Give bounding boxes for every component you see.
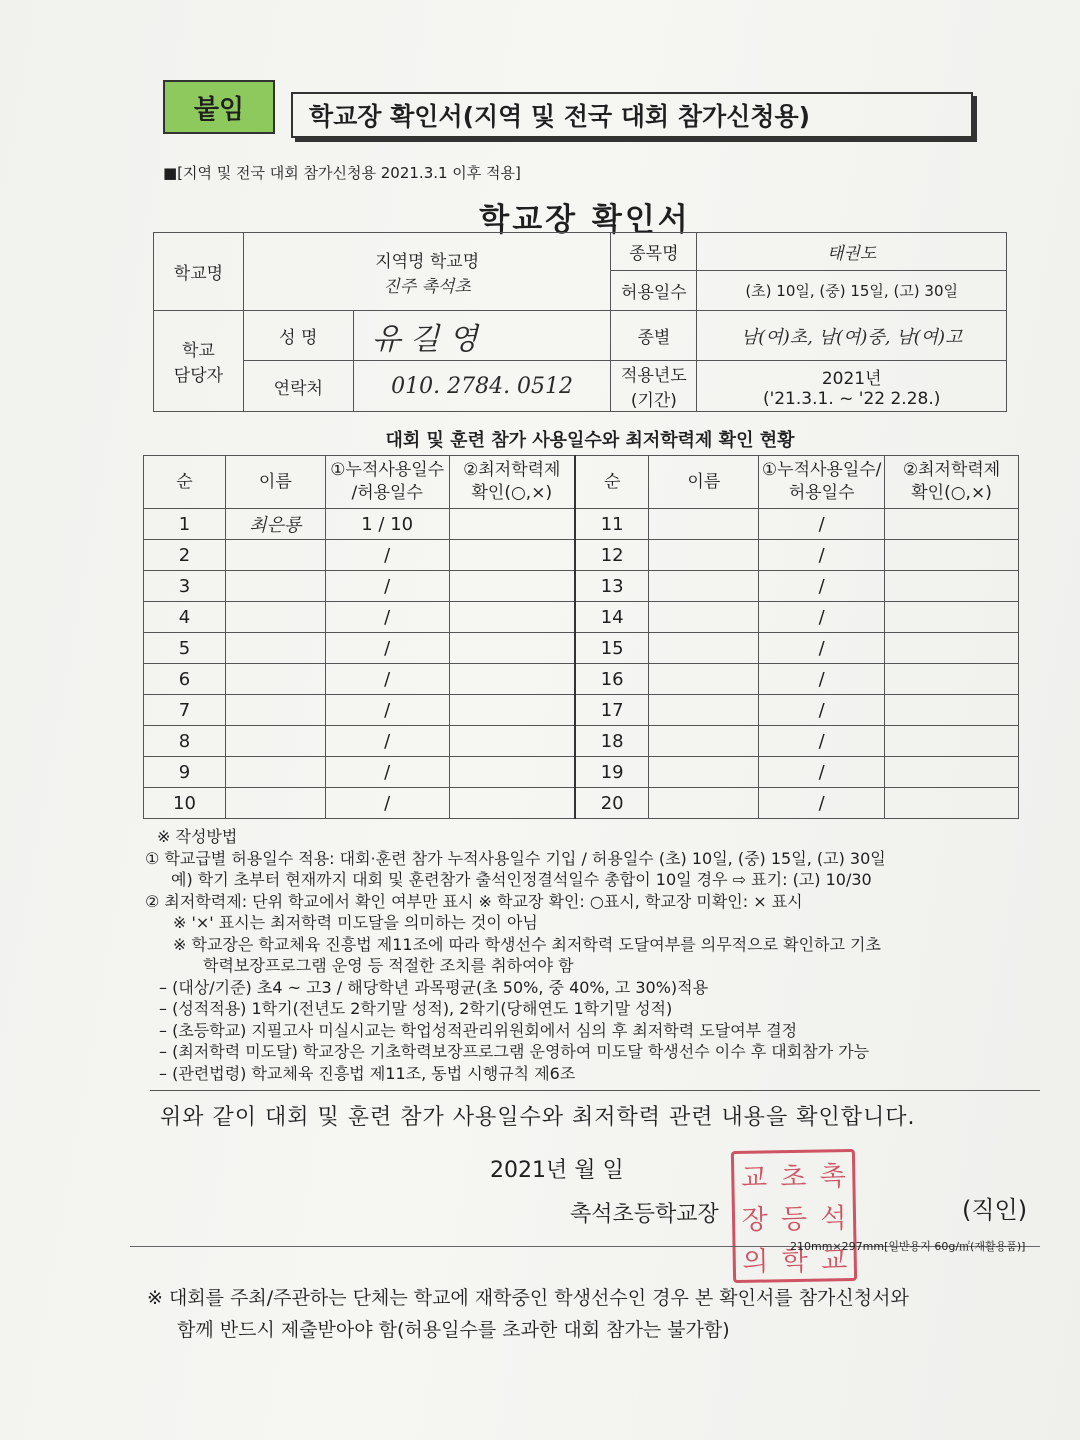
table-row bbox=[144, 695, 1019, 726]
row-no: 8 bbox=[144, 726, 226, 757]
row-name-2 bbox=[649, 726, 759, 757]
seal-char: 교 bbox=[740, 1161, 768, 1194]
note-line: 학력보장프로그램 운영 등 적절한 조치를 취하여야 함 bbox=[203, 956, 574, 975]
row-name bbox=[225, 540, 325, 571]
row-name bbox=[225, 633, 325, 664]
row-name-2 bbox=[649, 602, 759, 633]
row-days-2: / bbox=[759, 571, 885, 602]
row-name bbox=[225, 571, 325, 602]
row-name-2 bbox=[649, 757, 759, 788]
row-no-2: 15 bbox=[575, 633, 649, 664]
sport-value: 태권도 bbox=[697, 233, 1007, 271]
row-name-2 bbox=[649, 509, 759, 540]
header-no: 순 bbox=[144, 456, 226, 509]
table-row bbox=[144, 602, 1019, 633]
header-min-line1: ②최저학력제 bbox=[463, 460, 561, 480]
table-row bbox=[144, 571, 1019, 602]
header-min-achievement bbox=[449, 456, 575, 509]
row-days: 1 / 10 bbox=[325, 509, 449, 540]
row-days: / bbox=[325, 788, 449, 819]
row-name bbox=[225, 757, 325, 788]
row-no-2: 14 bbox=[575, 602, 649, 633]
row-name-2 bbox=[649, 695, 759, 726]
row-days-2: / bbox=[759, 633, 885, 664]
name-value: 유 길 영 bbox=[353, 311, 611, 361]
row-days: / bbox=[325, 695, 449, 726]
submission-note-line2: 함께 반드시 제출받아야 함(허용일수를 초과한 대회 참가는 불가함) bbox=[177, 1319, 730, 1341]
row-check-2 bbox=[885, 788, 1019, 819]
school-label: 학교명 bbox=[154, 233, 244, 311]
year-label bbox=[611, 361, 697, 412]
table-row bbox=[144, 509, 1019, 540]
row-no: 7 bbox=[144, 695, 226, 726]
note-line: – (초등학교) 지필고사 미실시교는 학업성적관리위원회에서 심의 후 최저학력 도달여부 결정 bbox=[159, 1020, 798, 1040]
row-check bbox=[449, 571, 575, 602]
header-min-line2: 확인(○,×) bbox=[471, 483, 553, 503]
allowed-days-label: 허용일수 bbox=[611, 271, 697, 311]
row-no: 2 bbox=[144, 540, 226, 571]
row-check bbox=[449, 509, 575, 540]
row-days-2: / bbox=[759, 540, 885, 571]
manager-label-line2: 담당자 bbox=[173, 366, 224, 386]
header-days2-line2: 허용일수 bbox=[788, 483, 855, 503]
header-no-2: 순 bbox=[575, 456, 649, 509]
header-days-2 bbox=[759, 456, 885, 509]
row-no-2: 19 bbox=[575, 757, 649, 788]
year-value-line2: ('21.3.1. ~ '22 2.28.) bbox=[762, 388, 941, 409]
form-title-box: 학교장 확인서(지역 및 전국 대회 참가신청용) bbox=[291, 92, 973, 138]
row-days-2: / bbox=[759, 726, 885, 757]
row-no-2: 17 bbox=[575, 695, 649, 726]
note-line: – (관련법령) 학교체육 진흥법 제11조, 동법 시행규칙 제6조 bbox=[159, 1063, 576, 1083]
contact-value: 010. 2784. 0512 bbox=[353, 361, 611, 412]
paper-spec: 210mm×297mm[일반용지 60g/㎡(재활용품)] bbox=[790, 1240, 1026, 1253]
row-days-2: / bbox=[759, 602, 885, 633]
row-no: 4 bbox=[144, 602, 226, 633]
name-label: 성 명 bbox=[243, 311, 353, 361]
row-check bbox=[449, 664, 575, 695]
table-row bbox=[144, 664, 1019, 695]
table-row bbox=[144, 788, 1019, 819]
row-no-2: 11 bbox=[575, 509, 649, 540]
official-seal-label: (직인) bbox=[962, 1196, 1028, 1224]
row-days-2: / bbox=[759, 664, 885, 695]
header-min2-line2: 확인(○,×) bbox=[911, 483, 992, 503]
header-name: 이름 bbox=[225, 456, 325, 509]
table-header-row bbox=[144, 456, 1019, 509]
row-name: 최은룡 bbox=[225, 509, 325, 540]
row-name-2 bbox=[649, 571, 759, 602]
row-check-2 bbox=[885, 695, 1019, 726]
row-days: / bbox=[325, 602, 449, 633]
note-line: – (대상/기준) 초4 ~ 고3 / 해당학년 과목평균(초 50%, 중 40%, 고 30%)적용 bbox=[159, 977, 709, 997]
row-name bbox=[225, 695, 325, 726]
header-days-line2: /허용일수 bbox=[351, 483, 423, 503]
header-min-achievement-2 bbox=[885, 456, 1019, 509]
seal-char: 석 bbox=[820, 1202, 847, 1235]
row-days-2: / bbox=[759, 788, 885, 819]
row-check-2 bbox=[885, 726, 1019, 757]
confirmation-statement: 위와 같이 대회 및 훈련 참가 사용일수와 최저학력 관련 내용을 확인합니다. bbox=[160, 1105, 916, 1130]
row-check-2 bbox=[885, 757, 1019, 788]
row-name-2 bbox=[649, 664, 759, 695]
row-name-2 bbox=[649, 788, 759, 819]
table-row bbox=[144, 726, 1019, 757]
sport-label: 종목명 bbox=[611, 233, 697, 271]
row-days: / bbox=[325, 726, 449, 757]
year-value-line1: 2021년 bbox=[821, 368, 882, 389]
seal-char: 등 bbox=[780, 1203, 808, 1235]
row-check bbox=[449, 633, 575, 664]
row-days: / bbox=[325, 633, 449, 664]
row-days: / bbox=[325, 664, 449, 695]
row-days: / bbox=[325, 757, 449, 788]
table-row bbox=[144, 633, 1019, 664]
note-line: ※ 작성방법 bbox=[157, 827, 238, 846]
allowed-days-value: (초) 10일, (중) 15일, (고) 30일 bbox=[697, 271, 1007, 311]
year-label-line1: 적용년도 bbox=[621, 366, 687, 386]
seal-char: 의 bbox=[742, 1245, 769, 1278]
writing-instructions bbox=[145, 826, 1045, 1084]
row-check bbox=[449, 695, 575, 726]
divider bbox=[150, 1090, 1040, 1091]
row-name-2 bbox=[649, 540, 759, 571]
row-no-2: 13 bbox=[575, 571, 649, 602]
row-no-2: 18 bbox=[575, 726, 649, 757]
school-info-table bbox=[153, 232, 1007, 412]
year-value bbox=[697, 361, 1007, 412]
row-check bbox=[449, 757, 575, 788]
row-no: 3 bbox=[144, 571, 226, 602]
table-row bbox=[144, 540, 1019, 571]
row-check bbox=[449, 602, 575, 633]
row-no-2: 12 bbox=[575, 540, 649, 571]
row-check bbox=[449, 726, 575, 757]
row-name bbox=[225, 788, 325, 819]
header-min2-line1: ②최저학력제 bbox=[902, 460, 1001, 480]
manager-label-line1: 학교 bbox=[182, 341, 215, 361]
row-name bbox=[225, 664, 325, 695]
region-school-label: 지역명 학교명 bbox=[375, 251, 480, 272]
seal-char: 촉 bbox=[819, 1160, 846, 1193]
participation-table bbox=[143, 455, 1019, 819]
row-check bbox=[449, 540, 575, 571]
submission-note-line1: ※ 대회를 주최/주관하는 단체는 학교에 재학중인 학생선수인 경우 본 확인서를 참가신청서와 bbox=[147, 1287, 909, 1309]
header-days2-line1: ①누적사용일수/ bbox=[761, 460, 882, 480]
row-days-2: / bbox=[759, 509, 885, 540]
school-value: 진주 촉석초 bbox=[383, 276, 471, 297]
note-line: ※ 학교장은 학교체육 진흥법 제11조에 따라 학생선수 최저학력 도달여부를 의무적으로 확인하고 기초 bbox=[173, 934, 881, 954]
row-check-2 bbox=[885, 664, 1019, 695]
submission-note bbox=[147, 1282, 1027, 1346]
row-no: 6 bbox=[144, 664, 226, 695]
row-no: 10 bbox=[144, 788, 226, 819]
attachment-tag: 붙임 bbox=[163, 80, 275, 134]
note-line: – (성적적용) 1학기(전년도 2학기말 성적), 2학기(당해연도 1학기말 성적) bbox=[159, 999, 673, 1018]
row-check-2 bbox=[885, 571, 1019, 602]
table-row bbox=[144, 757, 1019, 788]
row-days: / bbox=[325, 540, 449, 571]
manager-label bbox=[154, 311, 244, 412]
row-no: 5 bbox=[144, 633, 226, 664]
note-line: ※ '×' 표시는 최저학력 미도달을 의미하는 것이 아님 bbox=[173, 913, 538, 932]
row-name bbox=[225, 602, 325, 633]
row-check-2 bbox=[885, 540, 1019, 571]
header-days bbox=[325, 456, 449, 509]
row-days-2: / bbox=[759, 757, 885, 788]
row-check bbox=[449, 788, 575, 819]
gender-label: 종별 bbox=[611, 311, 697, 361]
principal-signer: 촉석초등학교장 bbox=[570, 1202, 719, 1227]
seal-char: 교 bbox=[820, 1244, 848, 1277]
row-name-2 bbox=[649, 633, 759, 664]
row-no-2: 16 bbox=[575, 664, 649, 695]
note-line: ① 학교급별 허용일수 적용: 대회·훈련 참가 누적사용일수 기입 / 허용일수 (초) 10일, (중) 15일, (고) 30일 bbox=[145, 848, 886, 868]
note-line: 예) 학기 초부터 현재까지 대회 및 훈련참가 출석인정결석일수 총합이 10일 경우 ⇨ 표기: (고) 10/30 bbox=[171, 870, 872, 889]
header-name-2: 이름 bbox=[649, 456, 759, 509]
document-title: 학교장 확인서 bbox=[479, 202, 691, 238]
official-seal-stamp bbox=[731, 1149, 857, 1283]
row-no-2: 20 bbox=[575, 788, 649, 819]
note-line: ② 최저학력제: 단위 학교에서 확인 여부만 표시 ※ 학교장 확인: ○표시, 학교장 미확인: × 표시 bbox=[145, 891, 803, 911]
seal-char: 학 bbox=[781, 1245, 809, 1277]
row-days-2: / bbox=[759, 695, 885, 726]
header-days-line1: ①누적사용일수 bbox=[330, 460, 445, 480]
year-label-line2: (기간) bbox=[630, 391, 677, 411]
school-cell bbox=[243, 233, 611, 311]
participation-status-title: 대회 및 훈련 참가 사용일수와 최저학력제 확인 현황 bbox=[385, 430, 795, 451]
row-name bbox=[225, 726, 325, 757]
row-no: 1 bbox=[144, 509, 226, 540]
applicability-note: ■[지역 및 전국 대회 참가신청용 2021.3.1 이후 적용] bbox=[163, 164, 521, 182]
signature-date: 2021년 월 일 bbox=[490, 1158, 624, 1183]
gender-value: 남(여)초, 남(여)중, 남(여)고 bbox=[697, 311, 1007, 361]
contact-label: 연락처 bbox=[243, 361, 353, 412]
row-check-2 bbox=[885, 602, 1019, 633]
row-check-2 bbox=[885, 509, 1019, 540]
row-no: 9 bbox=[144, 757, 226, 788]
row-days: / bbox=[325, 571, 449, 602]
seal-char: 초 bbox=[779, 1161, 807, 1193]
note-line: – (최저학력 미도달) 학교장은 기초학력보장프로그램 운영하여 미도달 학생선수 이수 후 대회참가 가능 bbox=[159, 1042, 870, 1061]
row-check-2 bbox=[885, 633, 1019, 664]
seal-char: 장 bbox=[741, 1203, 769, 1236]
